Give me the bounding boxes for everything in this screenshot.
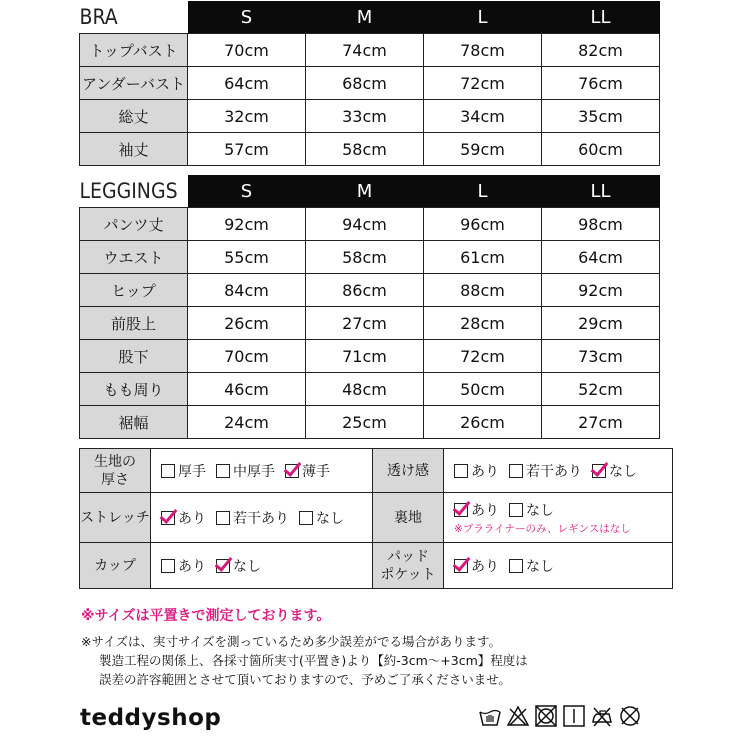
thickness-options [151, 449, 373, 493]
option-label: 厚手 [178, 463, 206, 480]
stretch-options [151, 493, 373, 543]
option-pad_pocket-1 [509, 556, 554, 576]
size-header: M [306, 1, 424, 34]
option-lining-0 [454, 500, 499, 520]
option-label: あり [471, 502, 499, 519]
option-sheer-1 [509, 461, 582, 481]
option-label: あり [178, 510, 206, 527]
size-header: S [188, 175, 306, 208]
size-value: 33cm [306, 100, 424, 133]
checkbox-icon [161, 464, 175, 478]
thickness-label: 生地の 厚さ [80, 449, 151, 493]
size-value: 84cm [188, 274, 306, 307]
bra-table-body [80, 34, 660, 166]
option-lining-1 [509, 500, 554, 520]
size-value: 59cm [424, 133, 542, 166]
checked-checkbox-icon [454, 503, 468, 517]
size-value: 34cm [424, 100, 542, 133]
leggings-table-body [80, 208, 660, 439]
size-value: 26cm [424, 406, 542, 439]
measurement-disclaimer [81, 632, 528, 689]
size-value: 35cm [542, 100, 660, 133]
checkbox-icon [509, 559, 523, 573]
size-header: LL [542, 1, 660, 34]
feature-row [80, 543, 673, 589]
feature-row [80, 493, 673, 543]
row-label: パンツ丈 [80, 208, 188, 241]
checkbox-icon [509, 503, 523, 517]
pad-pocket-options [444, 543, 673, 589]
option-thickness-2 [285, 461, 330, 481]
size-header: L [424, 1, 542, 34]
row-label: ヒップ [80, 274, 188, 307]
size-value: 82cm [542, 34, 660, 67]
option-stretch-0 [161, 508, 206, 528]
size-value: 74cm [306, 34, 424, 67]
size-value: 94cm [306, 208, 424, 241]
checkbox-icon [161, 559, 175, 573]
option-label: あり [471, 558, 499, 575]
table-row [80, 307, 660, 340]
lining-options [444, 493, 673, 543]
care-icons [478, 704, 642, 728]
size-value: 28cm [424, 307, 542, 340]
option-label: 若干あり [526, 463, 582, 480]
option-label: なし [526, 558, 554, 575]
size-value: 57cm [188, 133, 306, 166]
brand-logo: teddyshop [80, 705, 222, 731]
table-row [80, 67, 660, 100]
disclaimer-line: ※サイズは、実寸サイズを測っているため多少誤差がでる場合があります。 [81, 634, 501, 649]
table-row [80, 208, 660, 241]
option-label: なし [609, 463, 637, 480]
table-row [80, 100, 660, 133]
checked-checkbox-icon [454, 559, 468, 573]
row-label: 総丈 [80, 100, 188, 133]
size-value: 46cm [188, 373, 306, 406]
row-label: 裾幅 [80, 406, 188, 439]
leggings-size-table [79, 175, 660, 439]
table-row [80, 340, 660, 373]
stretch-label: ストレッチ [80, 493, 151, 543]
size-value: 73cm [542, 340, 660, 373]
size-value: 26cm [188, 307, 306, 340]
flat-measure-note: ※サイズは平置きで測定しております。 [81, 608, 331, 624]
size-value: 64cm [188, 67, 306, 100]
option-sheer-2 [592, 461, 637, 481]
size-header: L [424, 175, 542, 208]
option-label: あり [178, 558, 206, 575]
option-stretch-2 [299, 508, 344, 528]
row-label: もも周り [80, 373, 188, 406]
row-label: ウエスト [80, 241, 188, 274]
line-dry-icon [562, 704, 586, 728]
option-stretch-1 [216, 508, 289, 528]
checkbox-icon [299, 511, 313, 525]
size-header: S [188, 1, 306, 34]
checkbox-icon [216, 464, 230, 478]
no-bleach-icon [506, 704, 530, 728]
no-dry-clean-icon [618, 704, 642, 728]
size-value: 25cm [306, 406, 424, 439]
option-label: 薄手 [302, 463, 330, 480]
size-value: 92cm [542, 274, 660, 307]
size-value: 88cm [424, 274, 542, 307]
option-pad_pocket-0 [454, 556, 499, 576]
size-value: 61cm [424, 241, 542, 274]
size-value: 78cm [424, 34, 542, 67]
size-value: 72cm [424, 67, 542, 100]
table-row [80, 373, 660, 406]
size-value: 32cm [188, 100, 306, 133]
disclaimer-line: 製造工程の関係上、各採寸箇所実寸(平置き)より【約-3cm～+3cm】程度は [99, 653, 528, 668]
option-sheer-0 [454, 461, 499, 481]
table-row [80, 406, 660, 439]
checkbox-icon [216, 511, 230, 525]
sheer-label: 透け感 [373, 449, 444, 493]
pad-pocket-label: パッド ポケット [373, 543, 444, 589]
size-value: 50cm [424, 373, 542, 406]
size-value: 98cm [542, 208, 660, 241]
checkbox-icon [454, 464, 468, 478]
option-label: なし [316, 510, 344, 527]
row-label: 前股上 [80, 307, 188, 340]
size-value: 52cm [542, 373, 660, 406]
size-value: 60cm [542, 133, 660, 166]
option-thickness-0 [161, 461, 206, 481]
option-cup-0 [161, 556, 206, 576]
lining-label: 裏地 [373, 493, 444, 543]
leggings-title: LEGGINGS [80, 175, 188, 208]
option-label: 若干あり [233, 510, 289, 527]
size-value: 70cm [188, 340, 306, 373]
fabric-feature-table [79, 448, 673, 589]
no-iron-icon [590, 704, 614, 728]
table-row [80, 133, 660, 166]
option-cup-1 [216, 556, 261, 576]
no-tumble-dry-icon [534, 704, 558, 728]
size-value: 48cm [306, 373, 424, 406]
checked-checkbox-icon [592, 464, 606, 478]
checkbox-icon [509, 464, 523, 478]
checked-checkbox-icon [216, 559, 230, 573]
option-label: なし [526, 502, 554, 519]
table-row [80, 274, 660, 307]
size-value: 92cm [188, 208, 306, 241]
row-label: トップバスト [80, 34, 188, 67]
size-value: 27cm [306, 307, 424, 340]
option-label: なし [233, 558, 261, 575]
size-value: 64cm [542, 241, 660, 274]
hand-wash-icon [478, 704, 502, 728]
size-value: 55cm [188, 241, 306, 274]
sheer-options [444, 449, 673, 493]
size-value: 96cm [424, 208, 542, 241]
bra-size-table [79, 1, 660, 166]
bra-title: BRA [80, 1, 188, 34]
size-value: 86cm [306, 274, 424, 307]
size-value: 70cm [188, 34, 306, 67]
lining-note: ※ブラライナーのみ、レギンスはなし [454, 522, 631, 535]
size-value: 24cm [188, 406, 306, 439]
size-value: 71cm [306, 340, 424, 373]
table-row [80, 241, 660, 274]
feature-row [80, 449, 673, 493]
size-value: 27cm [542, 406, 660, 439]
size-value: 72cm [424, 340, 542, 373]
size-header: M [306, 175, 424, 208]
size-value: 68cm [306, 67, 424, 100]
checked-checkbox-icon [285, 464, 299, 478]
option-label: あり [471, 463, 499, 480]
cup-options [151, 543, 373, 589]
size-header: LL [542, 175, 660, 208]
row-label: 股下 [80, 340, 188, 373]
size-value: 58cm [306, 133, 424, 166]
option-thickness-1 [216, 461, 275, 481]
disclaimer-line: 誤差の許容範囲とさせて頂いておりますので、予めご了承くださいませ。 [99, 672, 511, 687]
size-value: 29cm [542, 307, 660, 340]
checked-checkbox-icon [161, 511, 175, 525]
table-row [80, 34, 660, 67]
size-value: 58cm [306, 241, 424, 274]
cup-label: カップ [80, 543, 151, 589]
row-label: アンダーバスト [80, 67, 188, 100]
row-label: 袖丈 [80, 133, 188, 166]
size-value: 76cm [542, 67, 660, 100]
option-label: 中厚手 [233, 463, 275, 480]
